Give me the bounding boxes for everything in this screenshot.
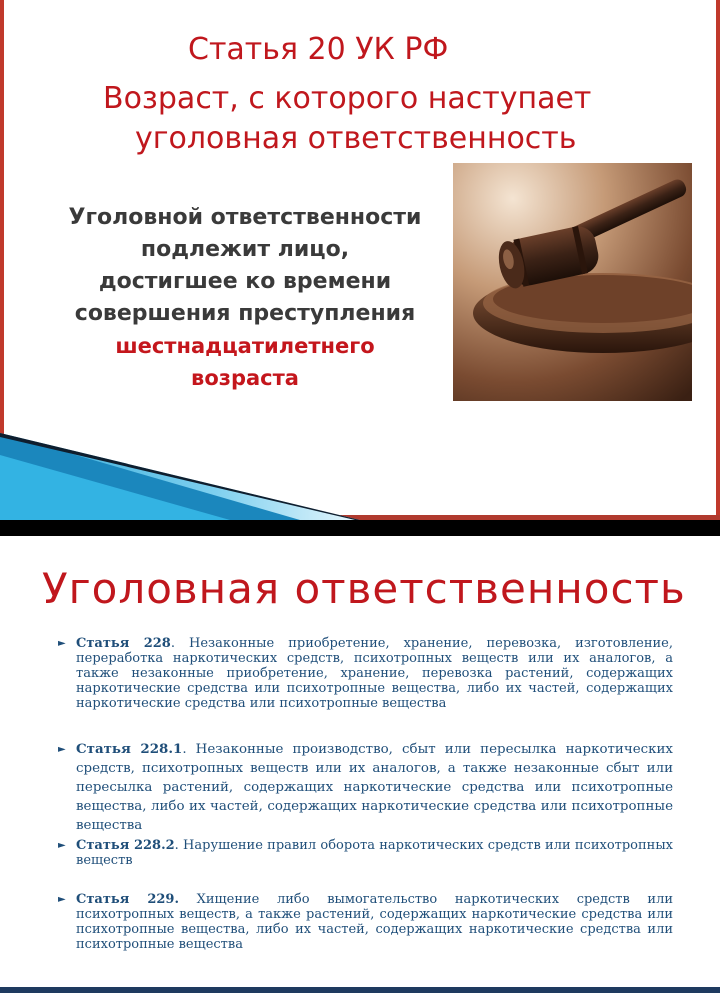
article-text: . Незаконные производство, сбыт или пересылка наркотических средств, психотропных веществ или их аналогов, а также незаконные сбыт или пересылка растений, содержащих наркотические средства или психотропные вещества, либо их частей, содержащих наркотические средства или психотропные вещества [76, 742, 673, 833]
article-label: Статья 228 [76, 636, 171, 651]
slide-title-line-3: уголовная ответственность [135, 121, 577, 156]
slide-border-right [716, 0, 720, 520]
slide-title: Уголовная ответственность [42, 564, 686, 613]
article-item [58, 636, 673, 711]
article-text: . Нарушение правил оборота наркотических средств или психотропных веществ [76, 838, 674, 868]
article-text: Хищение либо вымогательство наркотических средств или психотропных веществ, а также растений, содержащих наркотические средства или психотропные вещества, либо их частей, содержащих наркотические средства или психотропные вещества [76, 892, 673, 952]
triangle-bullet-icon: ► [58, 744, 66, 755]
triangle-bullet-icon: ► [58, 840, 66, 851]
article-text: . Незаконные приобретение, хранение, перевозка, изготовление, переработка наркотических средств, психотропных веществ или их аналогов, а также незаконные приобретение, хранение, перевозка растений, содержащих наркотические средства или психотропные вещества, либо их частей, содержащих наркотические средства или психотропные вещества [76, 636, 673, 711]
body-line-1: Уголовной ответственности [68, 205, 422, 230]
body-line-2: подлежит лицо, [140, 237, 350, 262]
triangle-bullet-icon: ► [58, 894, 66, 905]
slide-title-line-1: Статья 20 УК РФ [188, 32, 449, 67]
article-label: Статья 228.2 [76, 838, 175, 853]
blue-wave-decoration [0, 425, 360, 520]
triangle-bullet-icon: ► [58, 638, 66, 649]
slide-title-line-2: Возраст, с которого наступает [103, 81, 592, 116]
slide-bottom-bar [0, 987, 720, 993]
article-item [58, 740, 673, 835]
article-item [58, 892, 673, 952]
judge-gavel-photo [453, 163, 692, 401]
article-item [58, 838, 673, 868]
body-line-4: совершения преступления [74, 301, 416, 326]
body-line-3: достигшее ко времени [98, 269, 392, 294]
article-label: Статья 229. [76, 892, 179, 907]
slide-criminal-liability-articles [0, 536, 720, 993]
article-label: Статья 228.1 [76, 741, 183, 757]
slide-body-text [50, 202, 440, 394]
highlight-line-2: возраста [191, 366, 299, 390]
highlight-line-1: шестнадцатилетнего [115, 334, 375, 358]
